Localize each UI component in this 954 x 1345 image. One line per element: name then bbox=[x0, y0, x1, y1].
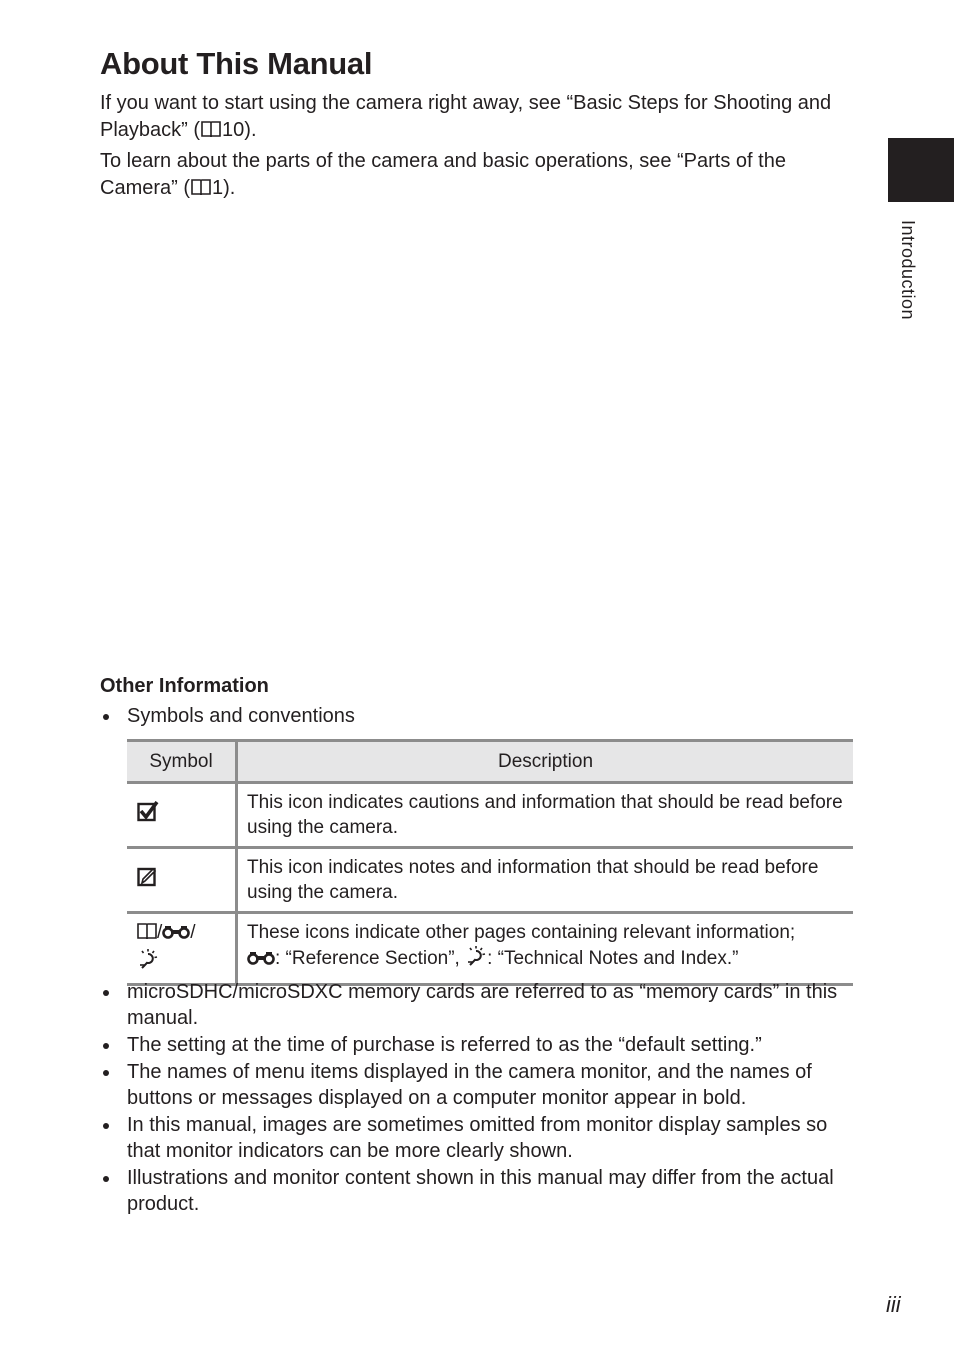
note-pencil-icon bbox=[137, 872, 159, 893]
table-cell-description: These icons indicate other pages containing relevant information; : “Reference Section”, : “Technical Notes and Index.” bbox=[237, 913, 854, 985]
page-title: About This Manual bbox=[100, 46, 373, 81]
reference-section-icon bbox=[162, 923, 190, 948]
technical-notes-icon bbox=[137, 948, 159, 977]
intro-paragraph-parts: To learn about the parts of the camera and basic operations, see “Parts of the Camera” ( 1). bbox=[100, 148, 850, 205]
table-row bbox=[127, 848, 853, 913]
chapter-tab-label: Introduction bbox=[898, 220, 918, 321]
table-row: / / These icons indicate other pages containing relevant information; : “Reference Section”, : “Technical Notes and Index.” bbox=[127, 913, 853, 985]
table-cell-description: This icon indicates notes and information that should be read before using the camera. bbox=[237, 848, 854, 913]
list-item: The names of menu items displayed in the camera monitor, and the names of buttons or messages displayed on a computer monitor appear in bold. bbox=[100, 1059, 850, 1111]
book-icon bbox=[201, 119, 221, 147]
table-header-description: Description bbox=[237, 741, 854, 783]
table-header-symbol: Symbol bbox=[127, 741, 237, 783]
list-item: microSDHC/microSDXC memory cards are referred to as “memory cards” in this manual. bbox=[100, 979, 850, 1031]
book-icon bbox=[137, 921, 157, 948]
symbols-bullet-list bbox=[100, 703, 850, 729]
intro-paragraph-basic-steps: If you want to start using the camera right away, see “Basic Steps for Shooting and Playback” ( 10). bbox=[100, 90, 850, 147]
section-heading-other-information: Other Information bbox=[100, 675, 269, 697]
page-number: iii bbox=[886, 1292, 901, 1317]
list-item: Symbols and conventions bbox=[100, 703, 850, 729]
table-row bbox=[127, 783, 853, 848]
chapter-tab-marker bbox=[888, 138, 954, 202]
table-cell-description: This icon indicates cautions and information that should be read before using the camera. bbox=[237, 783, 854, 848]
book-icon bbox=[191, 177, 211, 205]
list-item: Illustrations and monitor content shown in this manual may differ from the actual product. bbox=[100, 1165, 850, 1217]
list-item: In this manual, images are sometimes omitted from monitor display samples so that monitor indicators can be more clearly shown. bbox=[100, 1112, 850, 1164]
reference-section-icon bbox=[247, 949, 275, 974]
symbols-table bbox=[127, 739, 853, 986]
technical-notes-icon bbox=[465, 945, 487, 974]
conventions-bullet-list bbox=[100, 979, 850, 1218]
caution-check-icon bbox=[137, 807, 159, 828]
list-item: The setting at the time of purchase is referred to as the “default setting.” bbox=[100, 1032, 850, 1058]
